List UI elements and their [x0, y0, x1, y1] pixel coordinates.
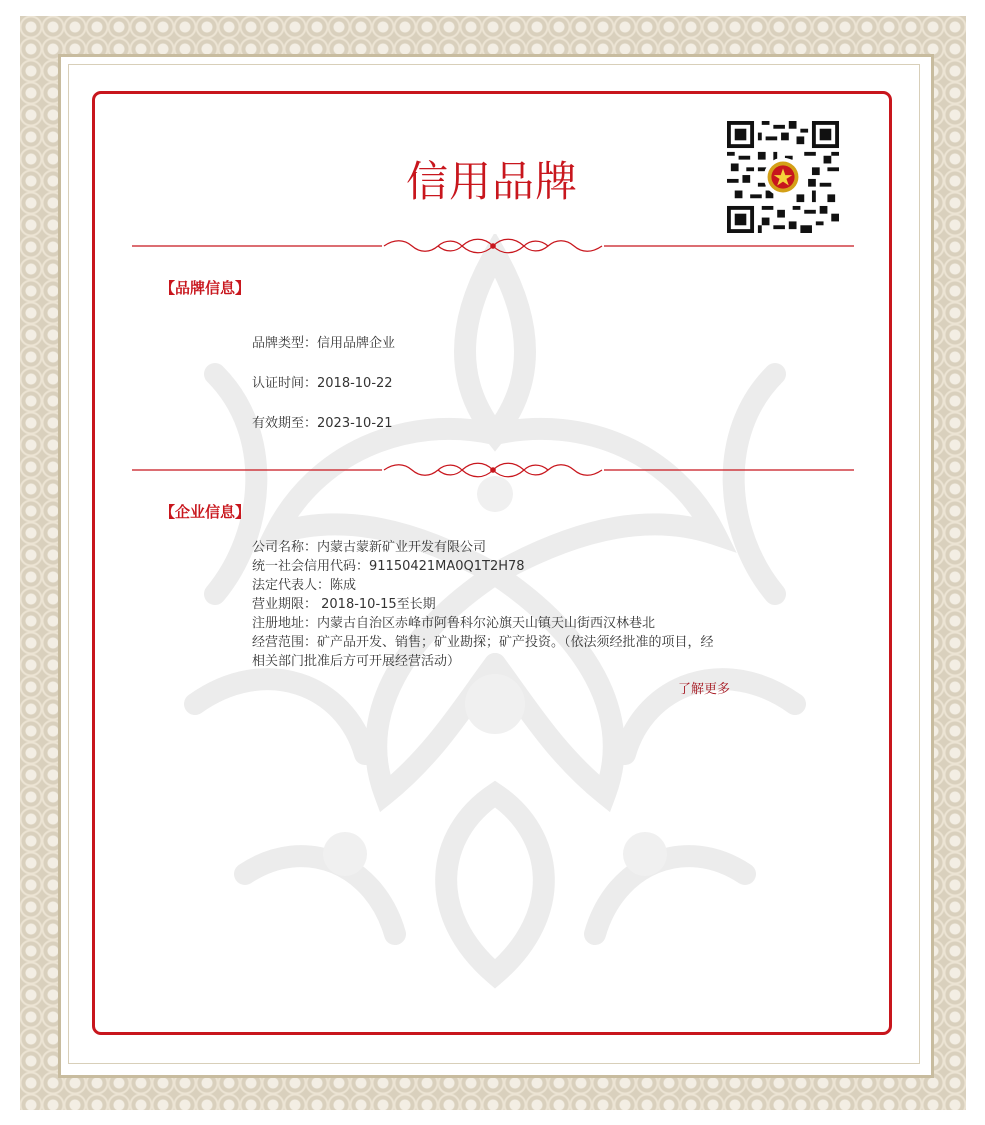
business-scope: 经营范围：矿产品开发、销售；矿业勘探；矿产投资。（依法须经批准的项目，经相关部门批准后方可开展经营活动）: [252, 635, 714, 669]
company-info-heading: 【企业信息】: [160, 503, 251, 521]
learn-more-link[interactable]: 了解更多: [678, 682, 731, 697]
ornamental-divider: [132, 461, 854, 479]
credit-code: 统一社会信用代码：91150421MA0Q1T2H78: [252, 559, 525, 574]
business-term: 营业期限： 2018-10-15至长期: [252, 597, 436, 612]
certificate-panel: [92, 91, 892, 1035]
certification-date: 认证时间：2018-10-22: [252, 376, 393, 391]
brand-type: 品牌类型：信用品牌企业: [252, 336, 396, 351]
national-emblem-icon: [764, 158, 803, 197]
company-name: 公司名称：内蒙古蒙新矿业开发有限公司: [252, 540, 487, 555]
registered-address: 注册地址：内蒙古自治区赤峰市阿鲁科尔沁旗天山镇天山街西汉林巷北: [252, 616, 656, 631]
valid-until-date: 有效期至：2023-10-21: [252, 416, 393, 431]
company-info: [252, 538, 722, 671]
qr-code-icon[interactable]: [727, 121, 839, 233]
ornamental-divider: [132, 237, 854, 255]
legal-representative: 法定代表人：陈成: [252, 578, 357, 593]
brand-info-heading: 【品牌信息】: [160, 279, 251, 297]
page-title: 信用品牌: [405, 157, 578, 206]
